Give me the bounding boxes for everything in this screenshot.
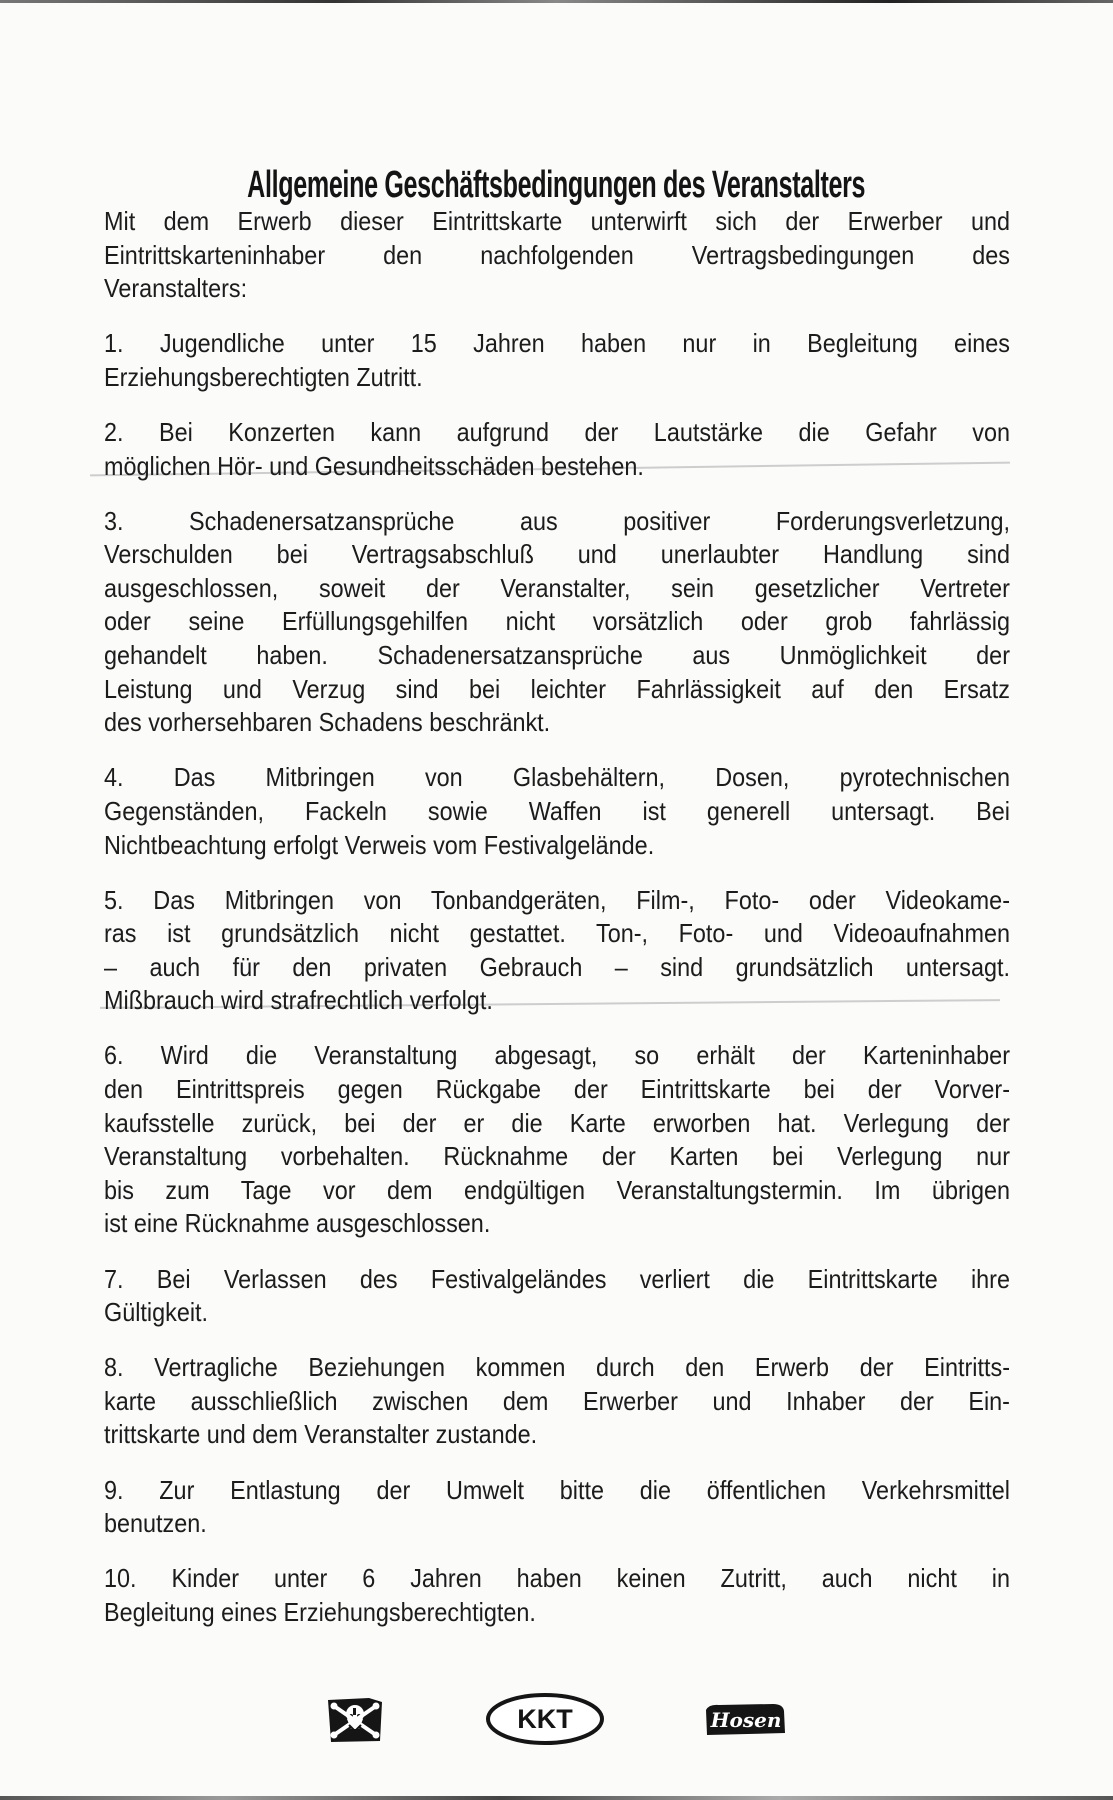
terms-paragraph [104,1351,1010,1452]
text-line: des vorhersehbaren Schadens beschränkt. [104,707,551,738]
text-line: karte ausschließlich zwischen dem Erwerber und Inhaber der Ein- [104,1385,1010,1416]
text-line: Gegenständen, Fackeln sowie Waffen ist generell untersagt. Bei [104,795,1010,826]
skull-crossbones-logo [325,1697,385,1743]
text-line: oder seine Erfüllungsgehilfen nicht vorsätzlich oder grob fahrlässig [104,606,1010,637]
text-line: ausgeschlossen, soweit der Veranstalter, sein gesetzlicher Vertreter [104,572,1010,603]
text-line: Veranstaltung vorbehalten. Rücknahme der Karten bei Verlegung nur [104,1141,1010,1172]
text-line: 10. Kinder unter 6 Jahren haben keinen Zutritt, auch nicht in [104,1563,1010,1594]
terms-paragraph [104,327,1010,394]
text-line: kaufsstelle zurück, bei der er die Karte erworben hat. Verlegung der [104,1107,1010,1138]
text-line: ras ist grundsätzlich nicht gestattet. Ton-, Foto- und Videoaufnahmen [104,918,1010,949]
text-line: 8. Vertragliche Beziehungen kommen durch den Erwerb der Eintritts- [104,1352,1010,1383]
paper-edge-bottom [0,1796,1113,1800]
text-line: trittskarte und dem Veranstalter zustande. [104,1419,538,1450]
terms-body [104,205,1010,1651]
text-line: Veranstalters: [104,273,248,304]
terms-paragraph [104,505,1010,740]
text-line: bis zum Tage vor dem endgültigen Veranstaltungstermin. Im übrigen [104,1174,1010,1205]
terms-paragraph [104,884,1010,1018]
text-line: 9. Zur Entlastung der Umwelt bitte die öffentlichen Verkehrsmittel [104,1474,1010,1505]
terms-paragraph [104,416,1010,483]
paper-edge-top [0,0,1113,3]
text-line: 7. Bei Verlassen des Festivalgeländes verliert die Eintrittskarte ihre [104,1263,1010,1294]
text-line: Gültigkeit. [104,1297,209,1328]
text-line: möglichen Hör- und Gesundheitsschäden bestehen. [104,450,644,481]
hosen-logo-text: Hosen [710,1708,782,1732]
terms-paragraph [104,1039,1010,1241]
sponsor-logos [0,1688,1113,1750]
text-line: 5. Das Mitbringen von Tonbandgeräten, Film-, Foto- oder Videokame- [104,884,1010,915]
text-line: Verschulden bei Vertragsabschluß und unerlaubter Handlung sind [104,539,1010,570]
text-line: Mißbrauch wird strafrechtlich verfolgt. [104,985,493,1016]
text-line: ist eine Rücknahme ausgeschlossen. [104,1208,491,1239]
kkt-logo-text: KKT [517,1704,573,1734]
document-title-text: Allgemeine Geschäftsbedingungen des Veranstalters [247,164,866,207]
terms-paragraph [104,1263,1010,1330]
text-line: Begleitung eines Erziehungsberechtigten. [104,1596,536,1627]
terms-paragraph [104,1474,1010,1541]
text-line: 1. Jugendliche unter 15 Jahren haben nur in Begleitung eines [104,328,1010,359]
text-line: 4. Das Mitbringen von Glasbehältern, Dosen, pyrotechnischen [104,762,1010,793]
kkt-logo [485,1692,605,1746]
text-line: den Eintrittspreis gegen Rückgabe der Eintrittskarte bei der Vorver- [104,1074,1010,1105]
text-line: – auch für den privaten Gebrauch – sind grundsätzlich untersagt. [104,951,1010,982]
text-line: Leistung und Verzug sind bei leichter Fahrlässigkeit auf den Ersatz [104,673,1010,704]
text-line: Nichtbeachtung erfolgt Verweis vom Festivalgelände. [104,829,655,860]
text-line: Eintrittskarteninhaber den nachfolgenden Vertragsbedingungen des [104,239,1010,270]
text-line: 3. Schadenersatzansprüche aus positiver Forderungsverletzung, [104,505,1010,536]
text-line: Mit dem Erwerb dieser Eintrittskarte unterwirft sich der Erwerber und [104,206,1010,236]
terms-paragraph [104,761,1010,862]
document-title [0,163,1113,207]
terms-paragraph [104,205,1010,306]
text-line: benutzen. [104,1508,207,1539]
terms-paragraph [104,1562,1010,1629]
text-line: 6. Wird die Veranstaltung abgesagt, so erhält der Karteninhaber [104,1040,1010,1071]
hosen-logo [703,1702,787,1736]
text-line: Erziehungsberechtigten Zutritt. [104,361,423,392]
text-line: 2. Bei Konzerten kann aufgrund der Lautstärke die Gefahr von [104,416,1010,447]
text-line: gehandelt haben. Schadenersatzansprüche aus Unmöglichkeit der [104,640,1010,671]
